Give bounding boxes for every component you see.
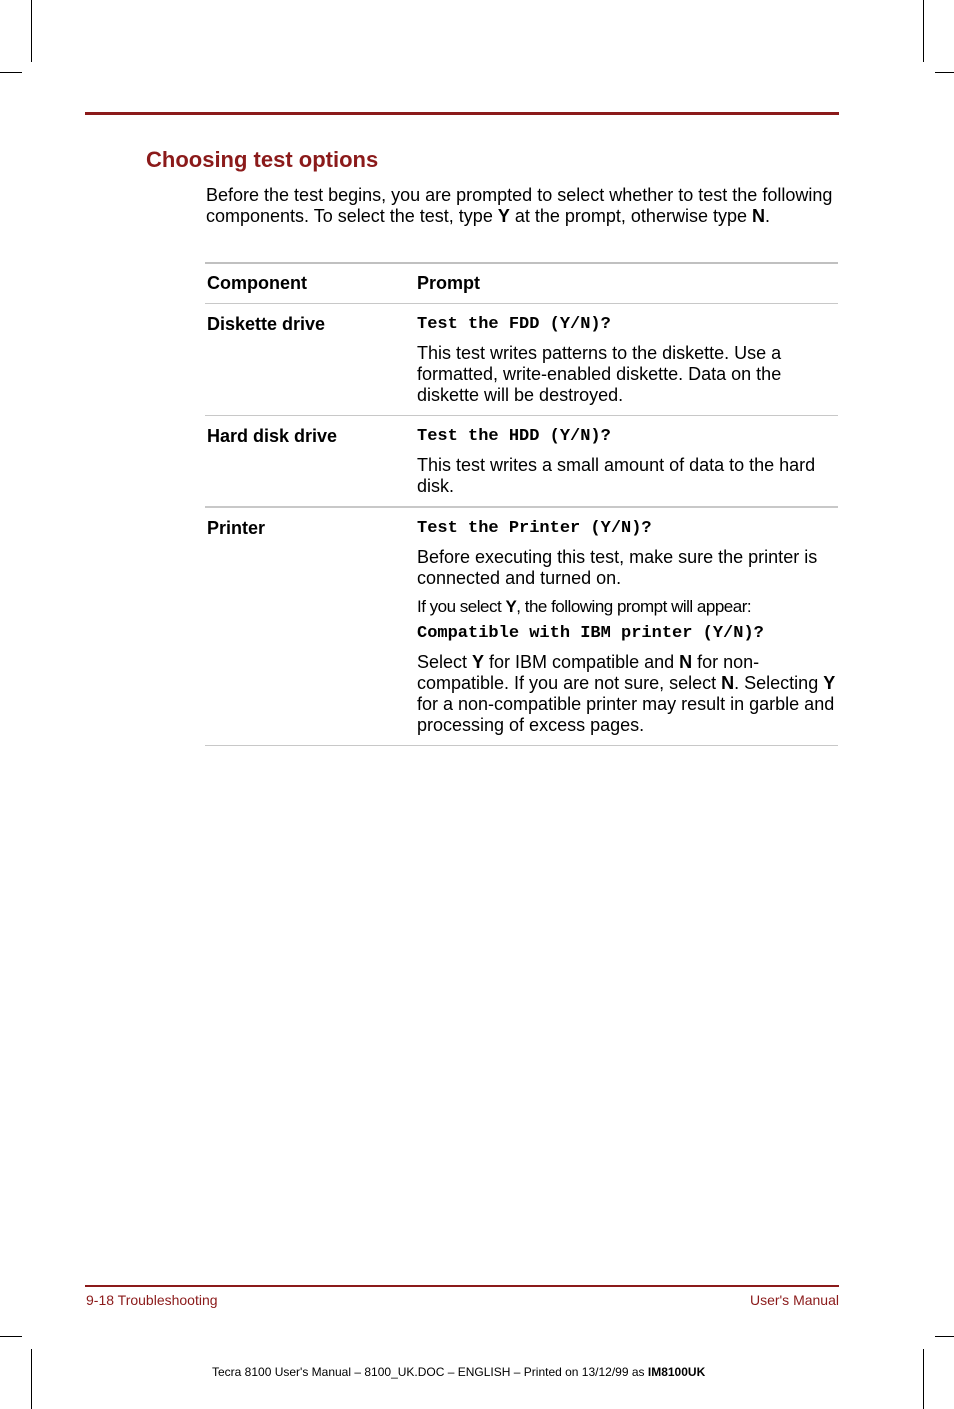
crop-mark xyxy=(31,1349,32,1409)
table-row-diskette xyxy=(205,304,838,415)
column-header-component: Component xyxy=(207,273,307,293)
intro-text: at the prompt, otherwise type xyxy=(509,206,752,226)
print-info xyxy=(212,1365,705,1379)
key-n: N xyxy=(679,652,693,672)
crop-mark xyxy=(0,72,22,73)
prompt-code: Test the Printer (Y/N)? xyxy=(417,519,652,538)
component-name: Hard disk drive xyxy=(207,426,338,446)
footer-rule xyxy=(85,1285,839,1287)
instruction-text: Select xyxy=(417,652,473,672)
instruction-text: for IBM compatible and xyxy=(484,652,680,672)
key-n: N xyxy=(721,673,735,693)
table-bottom-rule xyxy=(205,745,838,746)
component-name: Diskette drive xyxy=(207,314,326,334)
footer-manual-title: User's Manual xyxy=(749,1292,839,1308)
prompt-cell xyxy=(417,416,838,506)
prompt-cell xyxy=(417,508,838,745)
prompt-code: Test the FDD (Y/N)? xyxy=(417,315,611,334)
intro-text: . xyxy=(764,206,770,226)
note-text: , the following prompt will appear: xyxy=(516,597,752,616)
table-row-hdd xyxy=(205,416,838,506)
note-text: If you select xyxy=(417,597,506,616)
prompt-description: This test writes a small amount of data to the hard disk. xyxy=(417,455,816,496)
section-heading: Choosing test options xyxy=(146,147,379,172)
prompt-code: Test the HDD (Y/N)? xyxy=(417,427,611,446)
intro-paragraph xyxy=(206,185,836,227)
intro-text: Before the test begins, you are prompted to select whether to test the following components. To select the test, type xyxy=(206,185,833,226)
crop-mark xyxy=(923,0,924,62)
select-note xyxy=(417,596,838,617)
print-info-code: IM8100UK xyxy=(647,1365,706,1379)
key-y: Y xyxy=(505,597,517,616)
header-rule xyxy=(85,112,839,115)
footer-page-section: 9-18 Troubleshooting xyxy=(86,1292,218,1308)
prompt-description: This test writes patterns to the diskette. Use a formatted, write-enabled diskette. Data on the diskette will be destroyed. xyxy=(417,343,782,405)
print-info-text: Tecra 8100 User's Manual – 8100_UK.DOC – ENGLISH – Printed on 13/12/99 as xyxy=(212,1365,648,1379)
prompt-description: Before executing this test, make sure the printer is connected and turned on. xyxy=(417,547,818,588)
crop-mark xyxy=(923,1349,924,1409)
test-options-table xyxy=(205,262,838,746)
column-header-prompt: Prompt xyxy=(417,273,480,293)
crop-mark xyxy=(935,72,954,73)
key-y: Y xyxy=(472,652,485,672)
component-name: Printer xyxy=(207,518,266,538)
table-header-row xyxy=(205,264,838,303)
prompt-cell xyxy=(417,304,838,415)
table-row-printer xyxy=(205,508,838,745)
instruction-text: for a non-compatible printer may result in garble and processing of excess pages. xyxy=(417,694,835,735)
prompt-code-compatible: Compatible with IBM printer (Y/N)? xyxy=(417,624,764,643)
key-y: Y xyxy=(497,206,510,226)
instruction-text: for non-compatible. If you are not sure, select xyxy=(417,652,760,693)
crop-mark xyxy=(0,1336,22,1337)
key-y: Y xyxy=(823,673,836,693)
compatibility-instructions xyxy=(417,652,838,736)
crop-mark xyxy=(31,0,32,62)
key-n: N xyxy=(751,206,765,226)
instruction-text: . Selecting xyxy=(734,673,824,693)
crop-mark xyxy=(935,1336,954,1337)
